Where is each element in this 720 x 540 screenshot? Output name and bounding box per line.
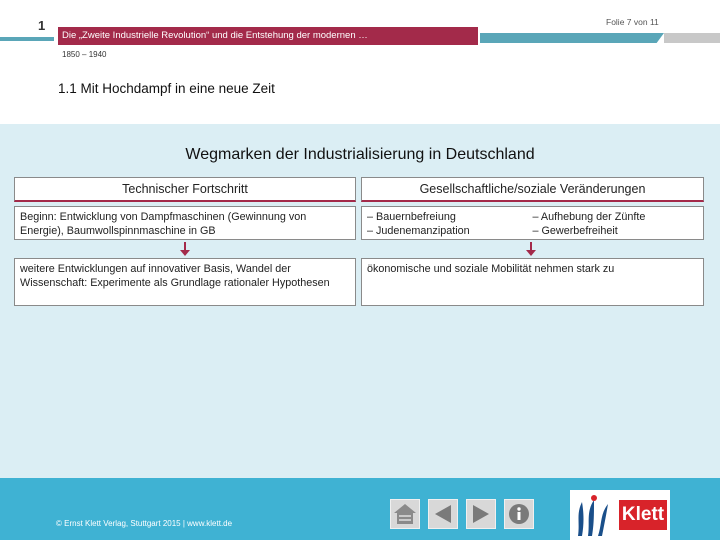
copyright-text: © Ernst Klett Verlag, Stuttgart 2015 | www.klett.de: [56, 519, 233, 528]
social-row-2: ökonomische und soziale Mobilität nehmen stark zu: [361, 258, 704, 306]
arrow-down-icon: [184, 242, 186, 252]
time-period: 1850 – 1940: [62, 50, 107, 59]
technical-row-2: weitere Entwicklungen auf innovativer Basis, Wandel der Wissenschaft: Experimente als Grundlage rationaler Hypothesen: [14, 258, 356, 306]
info-icon: [508, 503, 530, 525]
previous-slide-button[interactable]: [428, 499, 458, 529]
content-area: [0, 124, 720, 478]
chapter-number: 1: [38, 18, 46, 33]
slide-counter: Folie 7 von 11: [606, 17, 659, 27]
social-row-1-right: – Aufhebung der Zünfte – Gewerbefreiheit: [532, 211, 646, 237]
header-accent-right: [480, 33, 664, 43]
header-accent-right-gray: [664, 33, 720, 43]
column-heading-technical: Technischer Fortschritt: [14, 177, 356, 202]
next-icon: [470, 503, 492, 525]
column-heading-social: Gesellschaftliche/soziale Veränderungen: [361, 177, 704, 202]
home-icon: [393, 503, 417, 525]
info-button[interactable]: [504, 499, 534, 529]
chapter-title-bar: Die „Zweite Industrielle Revolution“ und die Entstehung der modernen …: [58, 27, 478, 45]
klett-wordmark: Klett: [619, 500, 667, 530]
next-slide-button[interactable]: [466, 499, 496, 529]
header-accent-left: [0, 37, 54, 41]
klett-logo: [570, 490, 670, 540]
klett-emblem-icon: [572, 492, 616, 540]
social-row-1: [361, 206, 704, 240]
section-title: 1.1 Mit Hochdampf in eine neue Zeit: [58, 81, 275, 96]
arrow-down-icon: [530, 242, 532, 252]
prev-icon: [432, 503, 454, 525]
technical-row-1: Beginn: Entwicklung von Dampfmaschinen (Gewinnung von Energie), Baumwollspinnmaschine in GB: [14, 206, 356, 240]
content-title: Wegmarken der Industrialisierung in Deutschland: [185, 146, 535, 163]
home-button[interactable]: [390, 499, 420, 529]
social-row-1-left: – Bauernbefreiung – Judenemanzipation: [367, 211, 470, 237]
